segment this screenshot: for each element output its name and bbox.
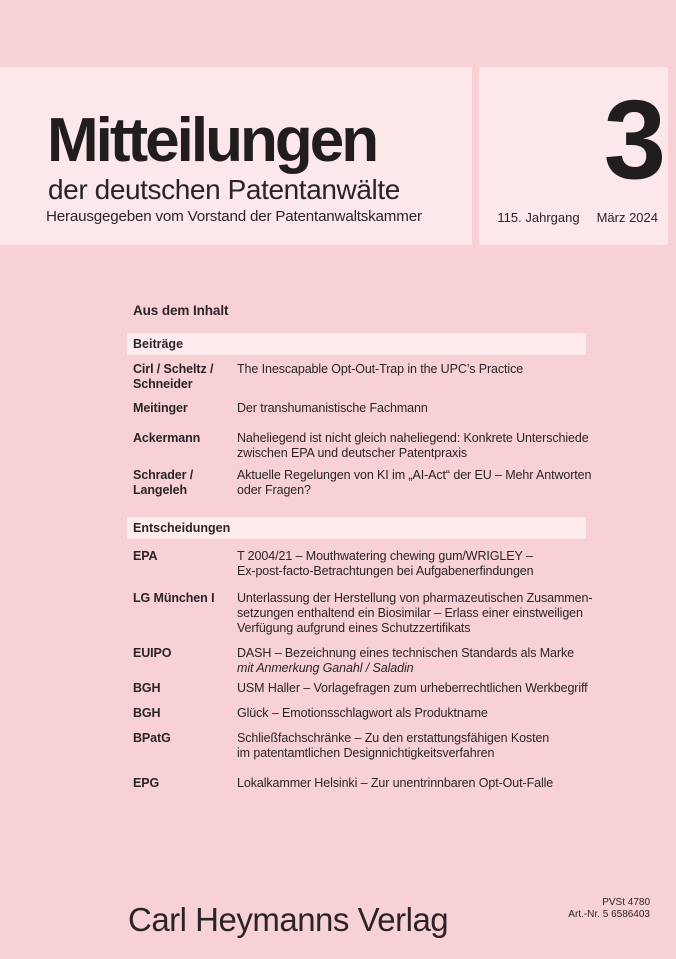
toc-entry bbox=[133, 681, 643, 696]
section-label: Beiträge bbox=[133, 337, 184, 351]
toc-entry-label: EUIPO bbox=[133, 646, 172, 660]
toc-entry-annotation: mit Anmerkung Ganahl / Saladin bbox=[237, 661, 414, 676]
article-number: Art.-Nr. 5 6586403 bbox=[568, 908, 650, 920]
issue-info bbox=[497, 211, 658, 224]
toc-entry bbox=[133, 646, 643, 676]
journal-title: Mitteilungen bbox=[47, 106, 377, 175]
toc-entry-text: T 2004/21 – Mouthwatering chewing gum/WRIGLEY – Ex-post-facto-Betrachtungen bei Aufgabenerfindungen bbox=[237, 549, 534, 579]
toc-entry-label: Schrader / Langeleh bbox=[133, 468, 194, 498]
publisher-name: Carl Heymanns Verlag bbox=[128, 901, 449, 938]
toc-entry-text: Unterlassung der Herstellung von pharmazeutischen Zusammen- setzungen enthaltend ein Biosimilar – Erlass einer einstweiligen Verfügung aufgrund eines Schutzzertifikats bbox=[237, 591, 593, 636]
toc-entry bbox=[133, 362, 643, 392]
toc-entry bbox=[133, 731, 643, 761]
toc-entry-label: BPatG bbox=[133, 731, 171, 745]
toc-entry-text: The Inescapable Opt-Out-Trap in the UPC’s Practice bbox=[237, 362, 524, 376]
toc-entry bbox=[133, 549, 643, 579]
toc-entry-text: Der transhumanistische Fachmann bbox=[237, 401, 428, 415]
issue-month: März 2024 bbox=[596, 210, 658, 225]
toc-entry bbox=[133, 431, 643, 461]
toc-entry-text: Glück – Emotionsschlagwort als Produktname bbox=[237, 706, 488, 720]
toc-entry-text: Aktuelle Regelungen von KI im „AI-Act“ der EU – Mehr Antworten oder Fragen? bbox=[237, 468, 592, 498]
toc-entry-text-main: DASH – Bezeichnung eines technischen Standards als Marke bbox=[237, 646, 574, 660]
journal-subtitle: der deutschen Patentanwälte bbox=[48, 174, 400, 205]
toc-entry-text: Schließfachschränke – Zu den erstattungsfähigen Kosten im patentamtlichen Designnichtigkeitsverfahren bbox=[237, 731, 550, 761]
pvst-number: PVSt 4780 bbox=[602, 897, 650, 908]
toc-entry bbox=[133, 706, 643, 721]
toc-entry bbox=[133, 591, 643, 637]
toc-heading: Aus dem Inhalt bbox=[133, 303, 229, 318]
issue-volume: 115. Jahrgang bbox=[497, 210, 580, 225]
toc-entry-label: EPG bbox=[133, 776, 160, 790]
toc-entry-text bbox=[237, 646, 643, 676]
footer-codes bbox=[568, 897, 650, 920]
toc-entry-text: Naheliegend ist nicht gleich naheliegend: Konkrete Unterschiede zwischen EPA und deutscher Patentpraxis bbox=[237, 431, 589, 461]
section-bar-entscheidungen bbox=[127, 517, 586, 539]
toc-entry-label: Cirl / Scheltz / Schneider bbox=[133, 362, 214, 392]
toc-entry-label: BGH bbox=[133, 706, 161, 720]
toc-entry-text: USM Haller – Vorlagefragen zum urheberrechtlichen Werkbegriff bbox=[237, 681, 588, 695]
section-label: Entscheidungen bbox=[133, 521, 231, 535]
issue-number: 3 bbox=[603, 77, 666, 202]
toc-entry bbox=[133, 401, 643, 416]
toc-entry-text: Lokalkammer Helsinki – Zur unentrinnbaren Opt-Out-Falle bbox=[237, 776, 554, 790]
journal-publisher-line: Herausgegeben vom Vorstand der Patentanwaltskammer bbox=[46, 208, 422, 225]
toc-entry bbox=[133, 468, 643, 498]
toc-entry-label: Meitinger bbox=[133, 401, 188, 415]
section-bar-beitraege bbox=[127, 333, 586, 355]
toc-entry bbox=[133, 776, 643, 791]
toc-entry-label: BGH bbox=[133, 681, 161, 695]
toc-entry-label: EPA bbox=[133, 549, 158, 563]
toc-entry-label: Ackermann bbox=[133, 431, 201, 445]
toc-entry-label: LG München I bbox=[133, 591, 215, 605]
